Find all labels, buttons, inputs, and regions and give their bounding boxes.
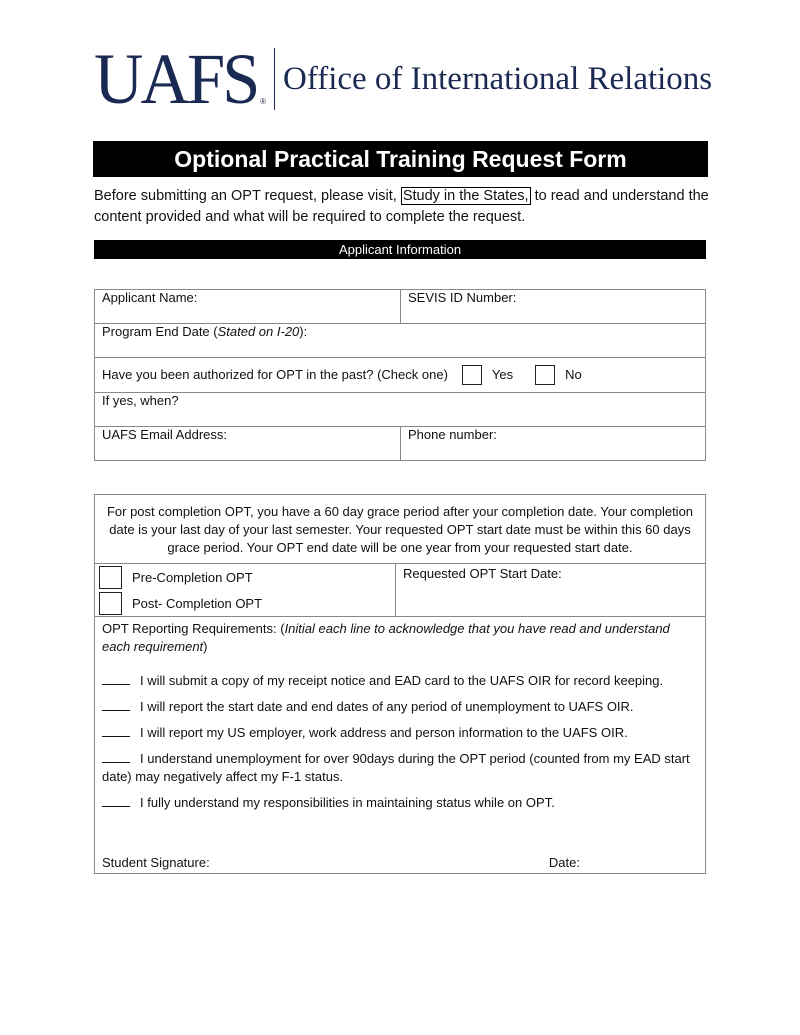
- initial-blank[interactable]: [102, 684, 130, 685]
- applicant-name-label: Applicant Name:: [102, 290, 198, 305]
- requirement-line: I understand unemployment for over 90days during the OPT period (counted from my EAD start date) may negatively affect my F-1 status.: [102, 751, 690, 784]
- date-field[interactable]: Date:: [548, 855, 580, 870]
- post-completion-label: Post- Completion OPT: [132, 595, 263, 611]
- initial-blank[interactable]: [102, 806, 130, 807]
- post-completion-checkbox[interactable]: [99, 592, 122, 615]
- uafs-logo: [94, 39, 714, 119]
- phone-field[interactable]: [401, 427, 706, 461]
- opt-type-options: [95, 564, 396, 617]
- registered-mark: ®: [260, 97, 266, 106]
- requirement-line: I will submit a copy of my receipt notice and EAD card to the UAFS OIR for record keeping.: [102, 672, 698, 690]
- logo-mark: UAFS: [94, 39, 258, 119]
- form-title: Optional Practical Training Request Form: [93, 141, 708, 177]
- initial-blank[interactable]: [102, 736, 130, 737]
- pre-completion-checkbox[interactable]: [99, 566, 122, 589]
- sevis-id-field[interactable]: [401, 290, 706, 324]
- requirement-line: I will report my US employer, work address and person information to the UAFS OIR.: [102, 724, 698, 742]
- program-end-date-label: Program End Date (Stated on I-20):: [102, 324, 308, 339]
- no-checkbox[interactable]: [535, 365, 555, 385]
- student-signature-field[interactable]: Student Signature:: [102, 855, 210, 870]
- initial-blank[interactable]: [102, 762, 130, 763]
- requested-start-date-label: Requested OPT Start Date:: [403, 566, 562, 581]
- intro-after: to read and understand the content provided and what will be required to complete the request.: [94, 188, 709, 225]
- study-in-the-states-link[interactable]: Study in the States,: [402, 188, 529, 204]
- reporting-requirements: [95, 617, 706, 874]
- opt-details-table: [94, 494, 706, 874]
- section-title-applicant-information: Applicant Information: [94, 240, 706, 259]
- intro-before: Before submitting an OPT request, please visit,: [94, 188, 401, 204]
- email-field[interactable]: [95, 427, 401, 461]
- program-end-date-field[interactable]: [95, 324, 706, 358]
- authorized-opt-row: [95, 358, 706, 393]
- email-label: UAFS Email Address:: [102, 427, 227, 442]
- requested-start-date-field[interactable]: [396, 564, 706, 617]
- office-name: Office of International Relations: [282, 60, 713, 97]
- requirement-line: I fully understand my responsibilities in maintaining status while on OPT.: [102, 794, 698, 812]
- sevis-id-label: SEVIS ID Number:: [408, 290, 517, 305]
- initial-blank[interactable]: [102, 710, 130, 711]
- applicant-info-table: [94, 289, 706, 461]
- requirement-line: I will report the start date and end dates of any period of unemployment to UAFS OIR.: [102, 698, 698, 716]
- no-label: No: [565, 367, 582, 382]
- applicant-name-field[interactable]: [95, 290, 401, 324]
- logo-divider: [274, 48, 275, 110]
- phone-label: Phone number:: [408, 427, 497, 442]
- grace-period-notice: For post completion OPT, you have a 60 day grace period after your completion date. Your completion date is your last day of your last semester. Your requested OPT start date must be within this 60 days grace period. Your OPT end date will be one year from your requested start date.: [95, 495, 706, 564]
- pre-completion-label: Pre-Completion OPT: [132, 569, 253, 585]
- if-yes-when-label: If yes, when?: [102, 393, 179, 408]
- yes-label: Yes: [491, 367, 514, 382]
- if-yes-when-field[interactable]: [95, 393, 706, 427]
- authorized-question: Have you been authorized for OPT in the past? (Check one): [102, 367, 448, 382]
- yes-checkbox[interactable]: [462, 365, 482, 385]
- intro-text: [94, 186, 714, 228]
- requirements-heading: OPT Reporting Requirements: (Initial each line to acknowledge that you have read and understand each requirement): [102, 621, 670, 654]
